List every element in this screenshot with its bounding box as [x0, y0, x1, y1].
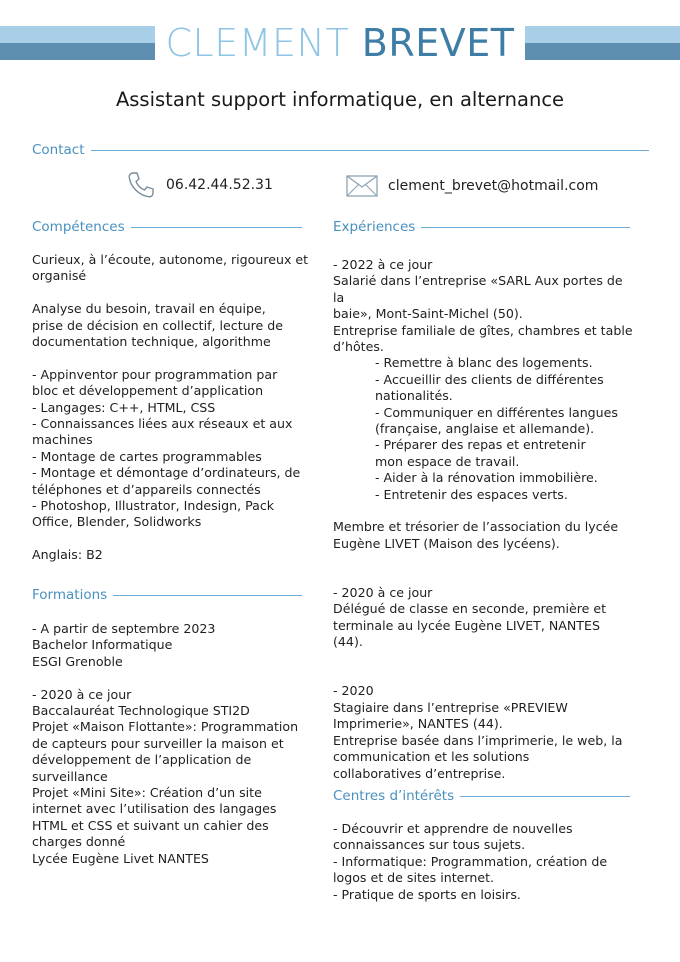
envelope-icon	[346, 175, 378, 197]
text-line: - 2020	[333, 683, 374, 699]
blank-line	[32, 285, 312, 301]
text-line: Baccalauréat Technologique STI2D	[32, 703, 250, 719]
contact-title-text: Contact	[32, 142, 85, 158]
experience-list	[333, 257, 633, 782]
text-line: Projet «Mini Site»: Création d’un site	[32, 785, 262, 801]
text-line: - Photoshop, Illustrator, Indesign, Pack	[32, 498, 275, 514]
text-line: Salarié dans l’entreprise «SARL Aux portes de la	[333, 273, 623, 305]
text-line: - Préparer des repas et entretenir	[375, 437, 586, 453]
contact-phone[interactable]	[126, 170, 273, 200]
text-line: - Accueillir des clients de différentes	[375, 371, 604, 387]
blank-line	[32, 531, 312, 547]
contact-email[interactable]	[346, 175, 598, 197]
text-line: Analyse du besoin, travail en équipe,	[32, 301, 266, 317]
text-line: baie», Mont-Saint-Michel (50).	[333, 306, 523, 322]
text-line: mon espace de travail.	[375, 453, 520, 469]
text-line: - A partir de septembre 2023	[32, 621, 216, 636]
text-line: Eugène LIVET (Maison des lycéens).	[333, 535, 560, 551]
contact-section-title	[32, 142, 649, 158]
blank-line	[32, 670, 312, 686]
experience-section-title	[333, 219, 630, 235]
experience-title-text: Expériences	[333, 219, 416, 235]
education-section-title	[32, 587, 302, 603]
text-line: - Montage de cartes programmables	[32, 448, 262, 464]
text-line: Délégué de classe en seconde, première et	[333, 601, 607, 617]
blank-line	[333, 503, 633, 519]
text-line: - Montage et démontage d’ordinateurs, de	[32, 465, 301, 481]
text-line: Entreprise familiale de gîtes, chambres et table	[333, 322, 633, 338]
skills-title-rule	[131, 227, 302, 228]
blank-line	[333, 667, 633, 683]
text-line: développement de l’application de	[32, 752, 252, 768]
text-line: - Langages: C++, HTML, CSS	[32, 399, 216, 415]
text-line: Bachelor Informatique	[32, 637, 173, 653]
email-address: clement_brevet@hotmail.com	[388, 178, 599, 194]
contact-title-rule	[91, 150, 649, 151]
text-line: ESGI Grenoble	[32, 653, 123, 669]
text-line: - 2020 à ce jour	[32, 686, 132, 702]
blank-line	[333, 552, 633, 568]
text-line: Curieux, à l’écoute, autonome, rigoureux et	[32, 252, 309, 267]
full-name	[155, 18, 525, 68]
text-line: machines	[32, 432, 93, 448]
job-title: Assistant support informatique, en alternance	[115, 88, 565, 111]
skills-section-title	[32, 219, 302, 235]
text-line: connaissances sur tous sujets.	[333, 837, 526, 853]
text-line: - Découvrir et apprendre de nouvelles	[333, 821, 573, 836]
text-line: - Informatique: Programmation, création de	[333, 853, 608, 869]
text-line: Stagiaire dans l’entreprise «PREVIEW	[333, 699, 568, 715]
text-line: Lycée Eugène Livet NANTES	[32, 850, 209, 866]
text-line: - Communiquer en différentes langues	[375, 404, 618, 420]
last-name: BREVET	[361, 21, 515, 65]
text-line: internet avec l’utilisation des langages	[32, 801, 277, 817]
text-line: - Appinventor pour programmation par	[32, 366, 278, 382]
text-line: Entreprise basée dans l’imprimerie, le web, la	[333, 732, 623, 748]
text-line: - Aider à la rénovation immobilière.	[375, 470, 598, 486]
interests-section-title	[333, 788, 630, 804]
phone-icon	[126, 170, 156, 200]
skills-title-text: Compétences	[32, 219, 125, 235]
interests-list	[333, 821, 633, 903]
blank-line	[333, 651, 633, 667]
text-line: collaboratives d’entreprise.	[333, 765, 506, 781]
text-line: - Remettre à blanc des logements.	[375, 355, 593, 371]
education-list	[32, 621, 312, 867]
text-line: - Entretenir des espaces verts.	[375, 486, 568, 502]
text-line: terminale au lycée Eugène LIVET, NANTES (44).	[333, 617, 600, 650]
text-line: logos et de sites internet.	[333, 870, 495, 886]
text-line: - 2022 à ce jour	[333, 257, 433, 272]
text-line: bloc et développement d’application	[32, 383, 264, 399]
text-line: organisé	[32, 268, 87, 284]
text-line: (française, anglaise et allemande).	[375, 421, 595, 437]
text-line: - 2020 à ce jour	[333, 585, 433, 601]
blank-line	[32, 350, 312, 366]
text-line: communication et les solutions	[333, 749, 530, 765]
text-line: - Connaissances liées aux réseaux et aux	[32, 416, 293, 432]
text-line: nationalités.	[375, 388, 453, 404]
skills-list	[32, 252, 312, 564]
phone-number: 06.42.44.52.31	[166, 177, 273, 193]
text-line: prise de décision en collectif, lecture de	[32, 317, 284, 333]
text-line: téléphones et d’appareils connectés	[32, 481, 261, 497]
text-line: Membre et trésorier de l’association du lycée	[333, 519, 619, 535]
text-line: Anglais: B2	[32, 547, 103, 563]
interests-title-text: Centres d’intérêts	[333, 788, 455, 804]
text-line: - Pratique de sports en loisirs.	[333, 886, 521, 902]
text-line: d’hôtes.	[333, 339, 384, 355]
text-line: Imprimerie», NANTES (44).	[333, 716, 503, 732]
text-line: Office, Blender, Solidworks	[32, 514, 202, 530]
blank-line	[333, 569, 633, 585]
education-title-text: Formations	[32, 587, 108, 603]
education-title-rule	[113, 595, 302, 596]
text-line: de capteurs pour surveiller la maison et	[32, 735, 284, 751]
text-line: documentation technique, algorithme	[32, 334, 271, 350]
interests-title-rule	[460, 796, 630, 797]
text-line: surveillance	[32, 768, 108, 784]
text-line: HTML et CSS et suivant un cahier des	[32, 817, 269, 833]
text-line: Projet «Maison Flottante»: Programmation	[32, 719, 299, 735]
text-line: charges donné	[32, 834, 126, 850]
experience-title-rule	[421, 227, 630, 228]
first-name: CLEMENT	[165, 21, 350, 65]
